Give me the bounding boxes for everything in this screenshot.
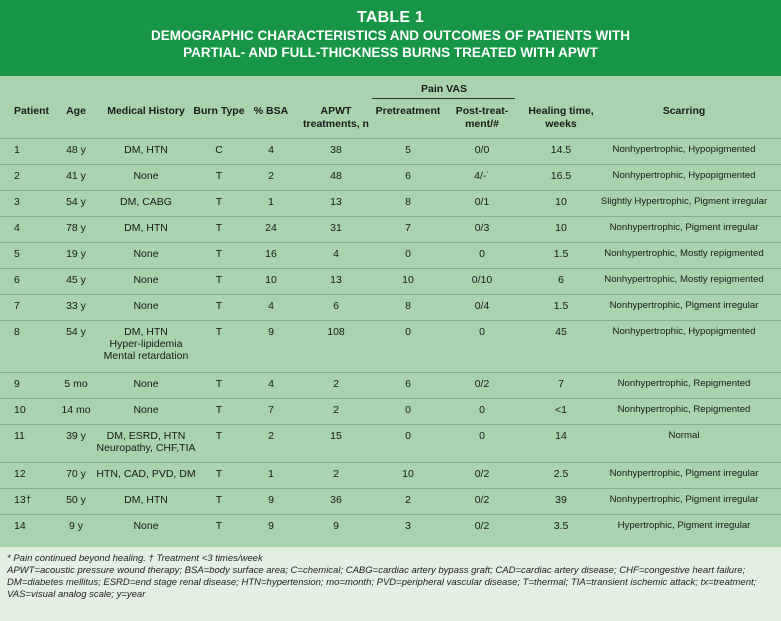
cell-patient: 3 [14,196,20,208]
cell-burn: T [215,248,223,260]
cell-scar: Nonhypertrophic, Hypopigmented [612,144,756,155]
cell-age: 54 y [66,326,86,338]
cell-post: 0/1 [474,196,490,208]
cell-post: 0/2 [474,378,490,390]
cell-pre: 0 [405,430,411,442]
cell-heal: 10 [555,222,567,234]
col-header-age: Age [66,105,86,117]
cell-heal: 3.5 [553,520,569,532]
cell-scar: Nonhypertrophic, Repigmented [617,378,751,389]
cell-scar: Nonhypertrophic, Pigment irregular [609,468,759,479]
cell-pre: 8 [405,300,411,312]
cell-patient: 12 [14,468,26,480]
cell-bsa: 7 [268,404,274,416]
cell-scar: Nonhypertrophic, Mostly repigmented [604,248,764,259]
cell-burn: C [215,144,223,156]
cell-scar: Nonhypertrophic, Hypopigmented [612,326,756,337]
cell-age: 45 y [66,274,86,286]
cell-pre: 0 [405,326,411,338]
cell-patient: 8 [14,326,20,338]
cell-heal: 1.5 [553,300,569,312]
cell-medical-history: Hyper-lipidemia [109,338,183,350]
cell-patient: 2 [14,170,20,182]
cell-burn: T [215,404,223,416]
cell-pre: 3 [405,520,411,532]
cell-medical-history: Neuropathy, CHF,TIA [96,442,196,454]
cell-patient: 14 [14,520,26,532]
col-header-posttreatment: Post-treat- [455,105,509,117]
row-separator [0,514,781,515]
cell-scar: Nonhypertrophic, Repigmented [617,404,751,415]
footnote-line: VAS=visual analog scale; y=year [7,589,146,600]
cell-patient: 9 [14,378,20,390]
cell-age: 78 y [66,222,86,234]
cell-heal: <1 [555,404,567,416]
table-footnotes [7,553,775,601]
row-separator [0,488,781,489]
cell-pre: 10 [402,468,414,480]
cell-age: 50 y [66,494,86,506]
cell-medical-history: None [133,378,159,390]
col-header-bsa: % BSA [253,105,289,117]
cell-apwt: 48 [330,170,342,182]
cell-apwt: 31 [330,222,342,234]
cell-post: 0 [479,326,485,338]
cell-bsa: 1 [268,468,274,480]
footnote-line: APWT=acoustic pressure wound therapy; BSA=body surface area; C=chemical; CABG=cardiac artery bypass graft; CAD=cardiac artery disease; CHF=congestive heart failure; [7,565,746,576]
cell-post: 0 [479,404,485,416]
cell-age: 5 mo [64,378,88,390]
footnote-line: DM=diabetes mellitus; ESRD=end stage renal disease; HTN=hypertension; mo=month; PVD=peripheral vascular disease; T=thermal; TIA=transient ischemic attack; tx=treatment; [7,577,757,588]
cell-age: 54 y [66,196,86,208]
row-separator [0,320,781,321]
cell-apwt: 4 [333,248,339,260]
cell-bsa: 1 [268,196,274,208]
col-header-healing-time-2: weeks [545,118,577,130]
cell-medical-history: None [133,520,159,532]
row-separator [0,294,781,295]
cell-pre: 5 [405,144,411,156]
col-header-scarring: Scarring [662,105,706,117]
cell-age: 33 y [66,300,86,312]
cell-apwt: 2 [333,468,339,480]
cell-pre: 6 [405,170,411,182]
cell-bsa: 2 [268,430,274,442]
cell-patient: 13† [14,494,32,506]
cell-bsa: 4 [268,378,274,390]
cell-pre: 7 [405,222,411,234]
cell-heal: 7 [558,378,564,390]
cell-scar: Nonhypertrophic, Hypopigmented [612,170,756,181]
cell-apwt: 6 [333,300,339,312]
cell-scar: Nonhypertrophic, Pigment irregular [609,300,759,311]
cell-age: 14 mo [61,404,91,416]
table-title-line-2: PARTIAL- AND FULL-THICKNESS BURNS TREATED WITH APWT [183,45,598,60]
cell-pre: 8 [405,196,411,208]
cell-patient: 4 [14,222,20,234]
cell-medical-history: DM, HTN [124,494,168,506]
cell-pre: 0 [405,404,411,416]
cell-scar: Nonhypertrophic, Mostly repigmented [604,274,764,285]
cell-post: 0/10 [471,274,493,286]
cell-apwt: 9 [333,520,339,532]
cell-age: 48 y [66,144,86,156]
cell-heal: 10 [555,196,567,208]
row-separator [0,164,781,165]
cell-bsa: 4 [268,300,274,312]
cell-medical-history: DM, HTN [124,326,168,338]
row-separator [0,424,781,425]
cell-scar: Nonhypertrophic, Pigment irregular [609,222,759,233]
group-header-rule [372,98,515,99]
cell-scar: Normal [668,430,700,441]
footnote-line: * Pain continued beyond healing. † Treatment <3 times/week [7,553,263,564]
cell-heal: 45 [555,326,567,338]
cell-medical-history: DM, ESRD, HTN [106,430,186,442]
col-header-apwt: APWT [320,105,352,117]
cell-medical-history: None [133,274,159,286]
cell-post: 4/-˙ [474,170,490,182]
col-header-medical-history: Medical History [107,105,185,117]
cell-post: 0/0 [474,144,490,156]
cell-bsa: 4 [268,144,274,156]
cell-burn: T [215,430,223,442]
cell-post: 0/2 [474,520,490,532]
col-header-patient: Patient [14,105,50,117]
cell-apwt: 2 [333,378,339,390]
table-number: TABLE 1 [357,9,424,26]
cell-patient: 6 [14,274,20,286]
table-title-banner [0,0,781,76]
cell-scar: Slightly Hypertrophic, Pigment irregular [600,196,768,207]
cell-pre: 0 [405,248,411,260]
col-header-burn-type: Burn Type [193,105,245,117]
cell-medical-history: DM, HTN [124,144,168,156]
cell-heal: 14 [555,430,567,442]
cell-apwt: 38 [330,144,342,156]
cell-burn: T [215,222,223,234]
cell-bsa: 16 [265,248,277,260]
cell-heal: 14.5 [550,144,572,156]
row-separator [0,398,781,399]
row-separator [0,138,781,139]
cell-burn: T [215,494,223,506]
cell-bsa: 2 [268,170,274,182]
cell-medical-history: HTN, CAD, PVD, DM [96,468,196,480]
data-table [0,76,781,547]
cell-apwt: 36 [330,494,342,506]
cell-medical-history: Mental retardation [103,350,189,362]
row-separator [0,216,781,217]
row-separator [0,462,781,463]
cell-heal: 6 [558,274,564,286]
cell-post: 0 [479,430,485,442]
cell-post: 0/4 [474,300,490,312]
cell-age: 9 y [68,520,84,532]
col-header-posttreatment-2: ment/# [465,118,499,130]
cell-apwt: 13 [330,274,342,286]
cell-scar: Nonhypertrophic, Pigment irregular [609,494,759,505]
cell-pre: 2 [405,494,411,506]
cell-burn: T [215,196,223,208]
cell-patient: 10 [14,404,26,416]
row-separator [0,242,781,243]
cell-medical-history: None [133,404,159,416]
cell-burn: T [215,274,223,286]
cell-burn: T [215,520,223,532]
col-header-apwt-2: treatments, n [303,118,369,130]
cell-post: 0/2 [474,494,490,506]
cell-apwt: 15 [330,430,342,442]
cell-heal: 16.5 [550,170,572,182]
cell-burn: T [215,378,223,390]
cell-burn: T [215,468,223,480]
cell-patient: 7 [14,300,20,312]
cell-bsa: 10 [265,274,277,286]
col-header-healing-time: Healing time, [528,105,594,117]
cell-patient: 5 [14,248,20,260]
cell-bsa: 9 [268,520,274,532]
row-separator [0,372,781,373]
cell-heal: 1.5 [553,248,569,260]
cell-medical-history: None [133,248,159,260]
cell-medical-history: DM, HTN [124,222,168,234]
table-title-line-1: DEMOGRAPHIC CHARACTERISTICS AND OUTCOMES OF PATIENTS WITH [151,28,630,43]
group-header-pain-vas: Pain VAS [421,83,467,95]
cell-medical-history: None [133,300,159,312]
row-separator [0,190,781,191]
cell-burn: T [215,170,223,182]
cell-bsa: 9 [268,326,274,338]
cell-post: 0/3 [474,222,490,234]
cell-post: 0 [479,248,485,260]
cell-patient: 1 [14,144,20,156]
cell-heal: 39 [555,494,567,506]
cell-bsa: 9 [268,494,274,506]
cell-age: 41 y [66,170,86,182]
cell-apwt: 2 [333,404,339,416]
cell-heal: 2.5 [553,468,569,480]
cell-apwt: 108 [327,326,345,338]
cell-pre: 10 [402,274,414,286]
col-header-pretreatment: Pretreatment [375,105,441,117]
cell-scar: Hypertrophic, Pigment irregular [617,520,751,531]
cell-age: 19 y [66,248,86,260]
cell-medical-history: None [133,170,159,182]
cell-bsa: 24 [265,222,277,234]
cell-patient: 11 [14,430,25,442]
cell-apwt: 13 [330,196,342,208]
cell-post: 0/2 [474,468,490,480]
cell-age: 39 y [66,430,86,442]
cell-burn: T [215,300,223,312]
cell-burn: T [215,326,223,338]
cell-pre: 6 [405,378,411,390]
cell-age: 70 y [66,468,86,480]
cell-medical-history: DM, CABG [120,196,172,208]
row-separator [0,268,781,269]
